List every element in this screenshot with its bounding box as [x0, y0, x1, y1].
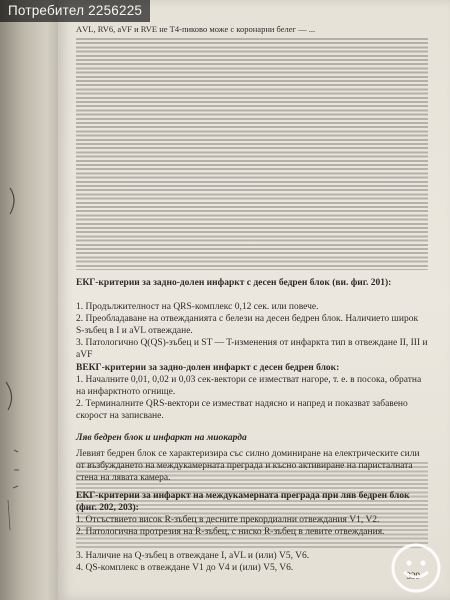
criteria-1-item-3: 3. Патологично Q(QS)-зъбец и ST — T-изменения от инфаркта тип в отвеждане II, III и aVF	[76, 338, 428, 360]
section-heading-2: ВЕКГ-критерии за задно-долен инфаркт с десен бедрен блок:	[76, 363, 340, 373]
criteria-2-item-2: 2. Терминалните QRS-вектори се изместват надясно и напред и показват забавено скорост на записване.	[76, 399, 408, 421]
section-heading-3: Ляв бедрен блок и инфаркт на миокарда	[76, 433, 247, 443]
criteria-4-item-2: 2. Патологична протрезия на R-зъбец, с ниско R-зъбец в левите отвеждания.	[76, 527, 385, 537]
bazar-logo-watermark	[390, 542, 442, 594]
seller-username-overlay: Потребител 2256225	[0, 0, 150, 22]
criteria-1-item-2: 2. Преобладаване на отвежданията с белези на десен бедрен блок. Наличието широк S-зъбец в I и aVL отвеждане.	[76, 314, 419, 336]
left-page-curve-marks	[0, 0, 58, 600]
page-number: 339	[406, 571, 420, 581]
section-heading-1: ЕКГ-критерии за задно-долен инфаркт с десен бедрен блок (ви. фиг. 201):	[76, 278, 392, 288]
dense-text-block-top	[76, 38, 428, 270]
criteria-4-item-3: 3. Наличие на Q-зъбец в отвеждане I, aVL и (или) V5, V6.	[76, 551, 310, 561]
book-page	[58, 0, 450, 600]
criteria-2-item-1: 1. Началните 0,01, 0,02 и 0,03 сек-вектори се изместват нагоре, т. е. в посока, обратна на инфарктното огнище.	[76, 375, 422, 397]
section-heading-4: ЕКГ-критерии за инфаркт на междукамерната преграда при ляв бедрен блок (фиг. 202, 203):	[76, 491, 410, 513]
criteria-4-item-1: 1. Отсъствието висок R-зъбец в десните прекордиални отвеждания V1, V2.	[76, 515, 380, 525]
page-top-header: АVL, RV6, aVF и RVE не Т4-пиково може с коронарни белег — ...	[76, 24, 316, 34]
body-intro: Левият бедрен блок се характеризира със силно доминиране на електрическите сили от възбуждането на междукамерната преграда и късно активиране на паристалната стена на лявата камера.	[76, 449, 420, 483]
criteria-1-item-1: 1. Продължителност на QRS-комплекс 0,12 сек. или повече.	[76, 302, 319, 312]
criteria-4-item-4: 4. QS-комплекс в отвеждане V1 до V4 и (или) V5, V6.	[76, 563, 294, 573]
